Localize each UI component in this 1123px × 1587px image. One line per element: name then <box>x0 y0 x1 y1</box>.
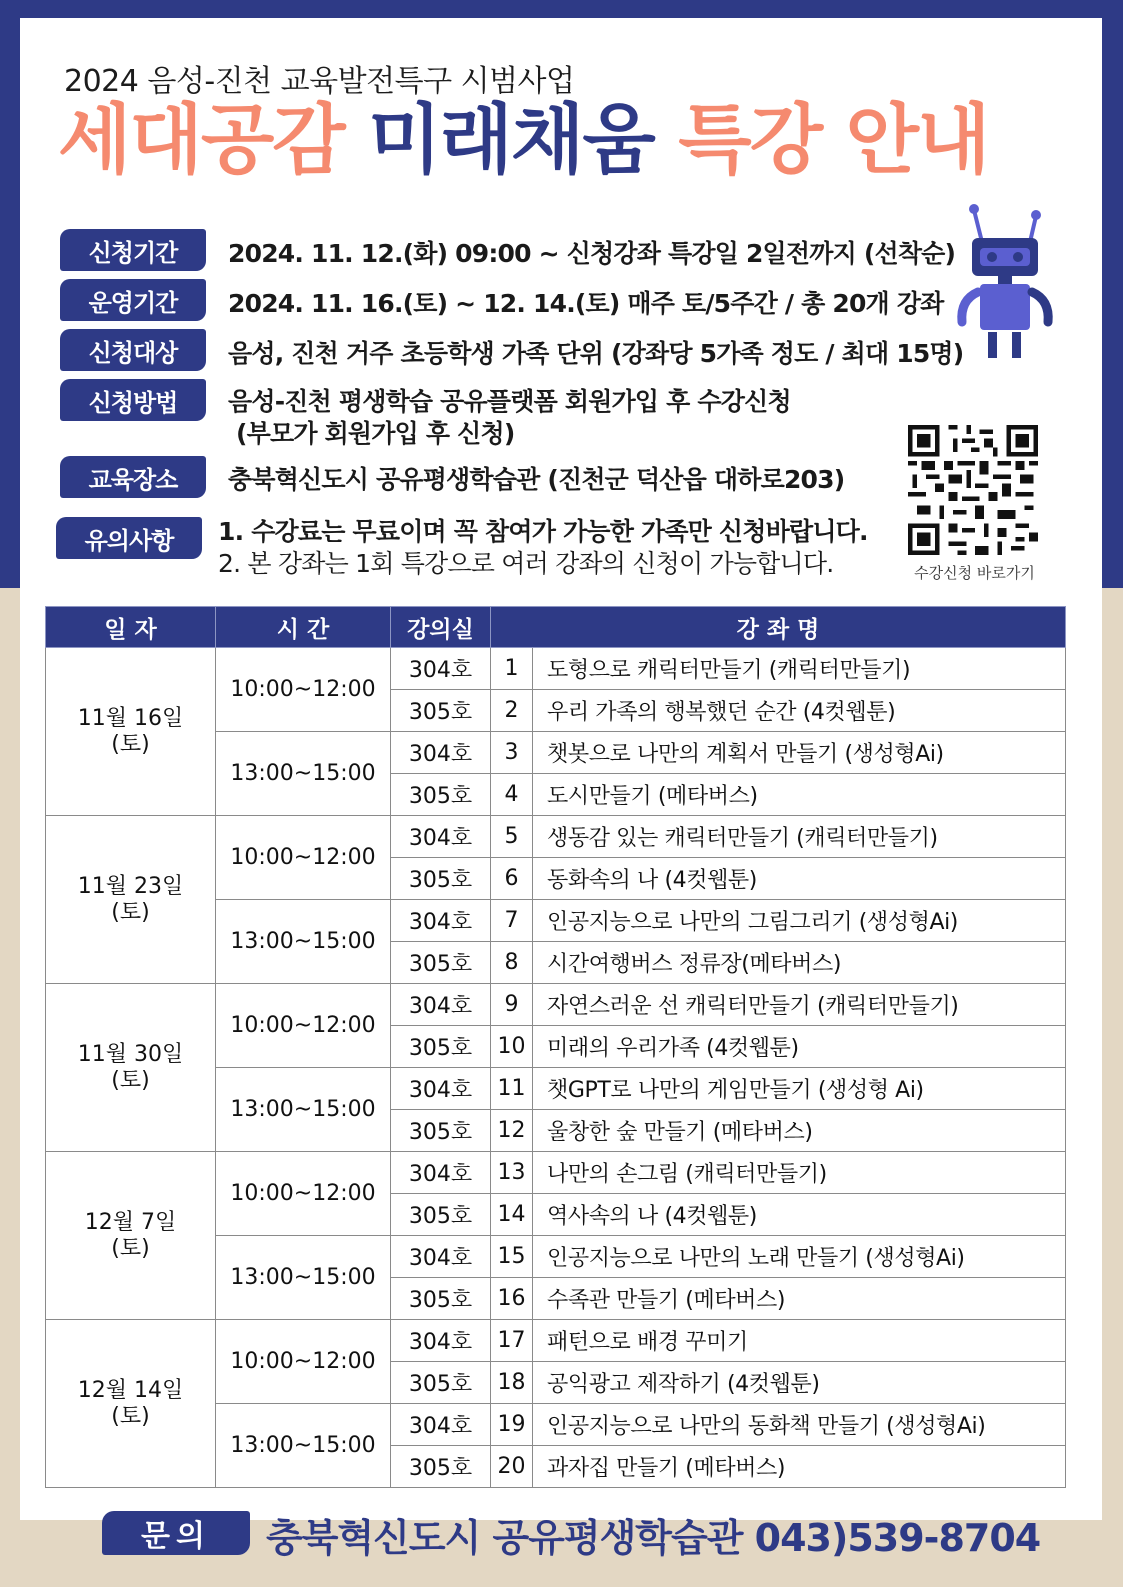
room-cell: 305호 <box>391 1110 491 1152</box>
info-text-notice-2: 2. 본 강좌는 1회 특강으로 여러 강좌의 신청이 가능합니다. <box>218 549 834 578</box>
table-row <box>46 1152 1066 1194</box>
time-cell: 13:00~15:00 <box>216 1236 391 1320</box>
course-number-cell: 11 <box>491 1068 533 1110</box>
room-cell: 305호 <box>391 1194 491 1236</box>
time-cell: 13:00~15:00 <box>216 732 391 816</box>
time-cell: 10:00~12:00 <box>216 1320 391 1404</box>
time-cell: 13:00~15:00 <box>216 1404 391 1488</box>
date-cell <box>46 816 216 984</box>
room-cell: 305호 <box>391 1026 491 1068</box>
header-date: 일 자 <box>46 607 216 648</box>
title-part-3: 특강 안내 <box>678 95 989 184</box>
course-name-cell: 미래의 우리가족 (4컷웹툰) <box>533 1026 1066 1068</box>
course-name-cell: 나만의 손그림 (캐릭터만들기) <box>533 1152 1066 1194</box>
info-label-operation: 운영기간 <box>60 279 206 321</box>
course-number-cell: 17 <box>491 1320 533 1362</box>
course-number-cell: 20 <box>491 1446 533 1488</box>
qr-code-icon[interactable] <box>908 425 1038 555</box>
course-number-cell: 13 <box>491 1152 533 1194</box>
course-number-cell: 3 <box>491 732 533 774</box>
robot-icon <box>950 200 1060 370</box>
header-course: 강 좌 명 <box>491 607 1066 648</box>
info-label-period: 신청기간 <box>60 229 206 271</box>
course-name-cell: 시간여행버스 정류장(메타버스) <box>533 942 1066 984</box>
course-name-cell: 인공지능으로 나만의 그림그리기 (생성형Ai) <box>533 900 1066 942</box>
room-cell: 304호 <box>391 648 491 690</box>
poster-title <box>58 95 989 184</box>
course-number-cell: 19 <box>491 1404 533 1446</box>
course-name-cell: 울창한 숲 만들기 (메타버스) <box>533 1110 1066 1152</box>
course-name-cell: 수족관 만들기 (메타버스) <box>533 1278 1066 1320</box>
room-cell: 305호 <box>391 1278 491 1320</box>
room-cell: 304호 <box>391 1068 491 1110</box>
info-text-period: 2024. 11. 12.(화) 09:00 ~ 신청강좌 특강일 2일전까지 (선착순) <box>228 239 956 268</box>
weekday-label: (토) <box>111 1403 150 1429</box>
course-name-cell: 과자집 만들기 (메타버스) <box>533 1446 1066 1488</box>
table-header-row <box>46 607 1066 648</box>
date-cell <box>46 1152 216 1320</box>
room-cell: 305호 <box>391 774 491 816</box>
contact-label: 문의 <box>102 1511 250 1555</box>
info-text-notice-1: 1. 수강료는 무료이며 꼭 참여가 가능한 가족만 신청바랍니다. <box>218 517 868 546</box>
course-number-cell: 10 <box>491 1026 533 1068</box>
title-part-1: 세대공감 <box>58 95 344 184</box>
course-number-cell: 4 <box>491 774 533 816</box>
course-number-cell: 1 <box>491 648 533 690</box>
room-cell: 304호 <box>391 900 491 942</box>
date-label: 11월 16일 <box>77 706 184 732</box>
course-name-cell: 도형으로 캐릭터만들기 (캐릭터만들기) <box>533 648 1066 690</box>
course-name-cell: 챗봇으로 나만의 계획서 만들기 (생성형Ai) <box>533 732 1066 774</box>
course-number-cell: 15 <box>491 1236 533 1278</box>
course-name-cell: 챗GPT로 나만의 게임만들기 (생성형 Ai) <box>533 1068 1066 1110</box>
table-row <box>46 816 1066 858</box>
info-text-method-note: (부모가 회원가입 후 신청) <box>236 419 515 448</box>
date-label: 11월 23일 <box>77 874 184 900</box>
time-cell: 10:00~12:00 <box>216 1152 391 1236</box>
time-cell: 10:00~12:00 <box>216 648 391 732</box>
course-number-cell: 16 <box>491 1278 533 1320</box>
room-cell: 305호 <box>391 1446 491 1488</box>
time-cell: 10:00~12:00 <box>216 816 391 900</box>
room-cell: 305호 <box>391 858 491 900</box>
course-number-cell: 7 <box>491 900 533 942</box>
room-cell: 304호 <box>391 1404 491 1446</box>
course-number-cell: 18 <box>491 1362 533 1404</box>
table-row <box>46 648 1066 690</box>
date-label: 12월 7일 <box>84 1210 177 1236</box>
course-number-cell: 5 <box>491 816 533 858</box>
title-part-2: 미래채움 <box>368 95 654 184</box>
room-cell: 304호 <box>391 1320 491 1362</box>
course-name-cell: 패턴으로 배경 꾸미기 <box>533 1320 1066 1362</box>
info-text-place: 충북혁신도시 공유평생학습관 (진천군 덕산읍 대하로203) <box>228 465 845 494</box>
course-number-cell: 8 <box>491 942 533 984</box>
course-name-cell: 인공지능으로 나만의 동화책 만들기 (생성형Ai) <box>533 1404 1066 1446</box>
time-cell: 13:00~15:00 <box>216 1068 391 1152</box>
weekday-label: (토) <box>111 1067 150 1093</box>
course-number-cell: 12 <box>491 1110 533 1152</box>
room-cell: 305호 <box>391 942 491 984</box>
info-label-notice: 유의사항 <box>56 517 202 559</box>
info-label-method: 신청방법 <box>60 379 206 421</box>
poster-subtitle: 2024 음성-진천 교육발전특구 시범사업 <box>64 64 575 99</box>
room-cell: 304호 <box>391 816 491 858</box>
table-row <box>46 1320 1066 1362</box>
schedule-table <box>45 606 1066 1488</box>
course-name-cell: 생동감 있는 캐릭터만들기 (캐릭터만들기) <box>533 816 1066 858</box>
course-name-cell: 자연스러운 선 캐릭터만들기 (캐릭터만들기) <box>533 984 1066 1026</box>
course-name-cell: 역사속의 나 (4컷웹툰) <box>533 1194 1066 1236</box>
room-cell: 304호 <box>391 1236 491 1278</box>
table-row <box>46 984 1066 1026</box>
date-cell <box>46 1320 216 1488</box>
date-label: 11월 30일 <box>77 1042 184 1068</box>
header-time: 시 간 <box>216 607 391 648</box>
qr-caption[interactable]: 수강신청 바로가기 <box>914 564 1035 582</box>
course-name-cell: 도시만들기 (메타버스) <box>533 774 1066 816</box>
info-text-target: 음성, 진천 거주 초등학생 가족 단위 (강좌당 5가족 정도 / 최대 15명) <box>228 339 964 368</box>
contact-text: 충북혁신도시 공유평생학습관 043)539-8704 <box>266 1516 1041 1560</box>
info-text-method: 음성-진천 평생학습 공유플랫폼 회원가입 후 수강신청 <box>228 387 791 416</box>
course-number-cell: 2 <box>491 690 533 732</box>
course-number-cell: 6 <box>491 858 533 900</box>
weekday-label: (토) <box>111 1235 150 1261</box>
course-number-cell: 9 <box>491 984 533 1026</box>
course-name-cell: 동화속의 나 (4컷웹툰) <box>533 858 1066 900</box>
header-room: 강의실 <box>391 607 491 648</box>
date-cell <box>46 984 216 1152</box>
time-cell: 13:00~15:00 <box>216 900 391 984</box>
room-cell: 304호 <box>391 984 491 1026</box>
course-number-cell: 14 <box>491 1194 533 1236</box>
weekday-label: (토) <box>111 899 150 925</box>
room-cell: 304호 <box>391 732 491 774</box>
room-cell: 305호 <box>391 690 491 732</box>
course-name-cell: 공익광고 제작하기 (4컷웹툰) <box>533 1362 1066 1404</box>
time-cell: 10:00~12:00 <box>216 984 391 1068</box>
weekday-label: (토) <box>111 731 150 757</box>
course-name-cell: 인공지능으로 나만의 노래 만들기 (생성형Ai) <box>533 1236 1066 1278</box>
date-label: 12월 14일 <box>77 1378 184 1404</box>
info-text-operation: 2024. 11. 16.(토) ~ 12. 14.(토) 매주 토/5주간 / 총 20개 강좌 <box>228 289 944 318</box>
course-name-cell: 우리 가족의 행복했던 순간 (4컷웹툰) <box>533 690 1066 732</box>
room-cell: 305호 <box>391 1362 491 1404</box>
info-label-place: 교육장소 <box>60 456 206 498</box>
date-cell <box>46 648 216 816</box>
room-cell: 304호 <box>391 1152 491 1194</box>
info-label-target: 신청대상 <box>60 329 206 371</box>
